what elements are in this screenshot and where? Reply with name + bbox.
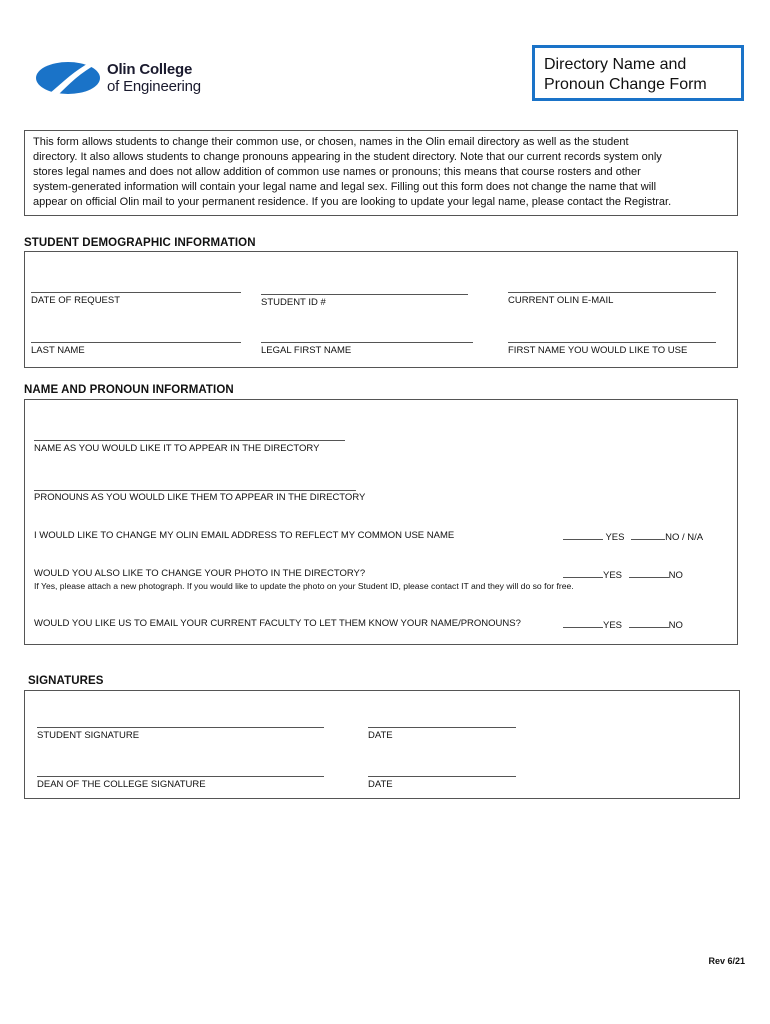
pronouns-label: PRONOUNS AS YOU WOULD LIKE THEM TO APPEAR IN THE DIRECTORY — [34, 492, 366, 503]
name-pronoun-box — [24, 399, 738, 645]
photo-note: If Yes, please attach a new photograph. If you would like to update the photo on your Student ID, please contact IT and they will do so for free. — [34, 581, 574, 591]
student-date-label: DATE — [368, 730, 393, 741]
email-no-blank[interactable] — [631, 530, 665, 540]
email-no-label: NO / N/A — [665, 532, 704, 543]
current-email-label: CURRENT OLIN E-MAIL — [508, 295, 614, 306]
email-change-options — [563, 530, 703, 543]
revision-label: Rev 6/21 — [708, 956, 745, 966]
dean-date-field[interactable] — [368, 776, 516, 777]
date-of-request-label: DATE OF REQUEST — [31, 295, 121, 306]
intro-text — [24, 130, 738, 216]
intro-line: directory. It also allows students to change pronouns appearing in the student directory. Note that our current records system only — [33, 151, 662, 163]
signatures-box — [24, 690, 740, 799]
dean-signature-field[interactable] — [37, 776, 324, 777]
first-name-use-label: FIRST NAME YOU WOULD LIKE TO USE — [508, 345, 688, 356]
intro-line: This form allows students to change their common use, or chosen, names in the Olin email directory as well as the student — [33, 136, 629, 148]
intro-line: stores legal names and does not allow addition of common use names or pronouns; this means that course rosters and other — [33, 166, 641, 178]
photo-no-blank[interactable] — [629, 568, 669, 578]
faculty-yes-label: YES — [603, 620, 623, 631]
logo-name: Olin College — [107, 61, 193, 78]
photo-no-label: NO — [668, 570, 683, 581]
intro-line: system-generated information will contain your legal name and legal sex. Filling out this form does not change the name that will — [33, 181, 657, 193]
logo-subtitle: of Engineering — [107, 78, 201, 95]
pronouns-field[interactable] — [34, 490, 356, 491]
faculty-yes-blank[interactable] — [563, 618, 603, 628]
dean-date-label: DATE — [368, 779, 393, 790]
demographic-section-title: STUDENT DEMOGRAPHIC INFORMATION — [24, 237, 256, 249]
photo-yes-blank[interactable] — [563, 568, 603, 578]
directory-name-label: NAME AS YOU WOULD LIKE IT TO APPEAR IN THE DIRECTORY — [34, 443, 320, 454]
form-title-line2: Pronoun Change Form — [544, 76, 707, 93]
first-name-use-field[interactable] — [508, 342, 716, 343]
student-id-label: STUDENT ID # — [261, 297, 326, 308]
photo-change-question: WOULD YOU ALSO LIKE TO CHANGE YOUR PHOTO IN THE DIRECTORY? — [34, 568, 366, 579]
demographic-box — [24, 251, 738, 368]
student-date-field[interactable] — [368, 727, 516, 728]
email-yes-label: YES — [605, 532, 625, 543]
directory-name-field[interactable] — [34, 440, 345, 441]
photo-change-options — [563, 568, 683, 581]
form-title — [532, 45, 744, 101]
email-change-question: I WOULD LIKE TO CHANGE MY OLIN EMAIL ADDRESS TO REFLECT MY COMMON USE NAME — [34, 530, 455, 541]
legal-first-name-field[interactable] — [261, 342, 473, 343]
name-pronoun-section-title: NAME AND PRONOUN INFORMATION — [24, 384, 234, 396]
email-yes-blank[interactable] — [563, 530, 603, 540]
faculty-no-blank[interactable] — [629, 618, 669, 628]
student-id-field[interactable] — [261, 294, 468, 295]
faculty-email-question: WOULD YOU LIKE US TO EMAIL YOUR CURRENT FACULTY TO LET THEM KNOW YOUR NAME/PRONOUNS? — [34, 618, 521, 629]
dean-signature-label: DEAN OF THE COLLEGE SIGNATURE — [37, 779, 206, 790]
intro-line: appear on official Olin mail to your permanent residence. If you are looking to update your legal name, please contact the Registrar. — [33, 196, 672, 208]
current-email-field[interactable] — [508, 292, 716, 293]
faculty-no-label: NO — [668, 620, 683, 631]
last-name-field[interactable] — [31, 342, 241, 343]
legal-first-name-label: LEGAL FIRST NAME — [261, 345, 352, 356]
student-signature-label: STUDENT SIGNATURE — [37, 730, 140, 741]
faculty-email-options — [563, 618, 683, 631]
photo-yes-label: YES — [603, 570, 623, 581]
last-name-label: LAST NAME — [31, 345, 85, 356]
form-title-line1: Directory Name and — [544, 56, 687, 73]
date-of-request-field[interactable] — [31, 292, 241, 293]
student-signature-field[interactable] — [37, 727, 324, 728]
signatures-section-title: SIGNATURES — [28, 675, 104, 687]
